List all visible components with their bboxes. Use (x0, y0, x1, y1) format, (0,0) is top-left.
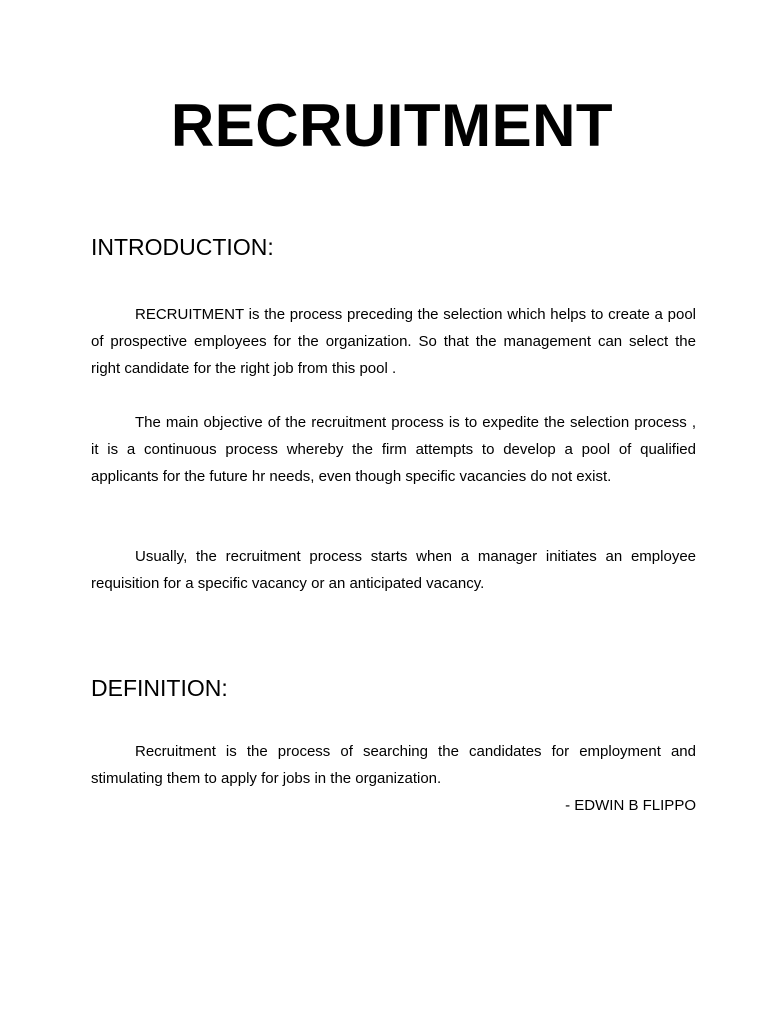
definition-attribution: - EDWIN B FLIPPO (565, 797, 696, 814)
introduction-paragraph-3-text: Usually, the recruitment process starts when a manager initiates an employee requisition for a specific vacancy or an anticipated vacancy. (91, 548, 696, 592)
document-title: RECRUITMENT (170, 92, 614, 159)
introduction-paragraph-2 (91, 409, 696, 490)
introduction-paragraph-1-text: RECRUITMENT is the process preceding the selection which helps to create a pool of prospective employees for the organization. So that the management can select the right candidate for the right job from this pool . (91, 306, 696, 377)
definition-paragraph-text: Recruitment is the process of searching the candidates for employment and stimulating them to apply for jobs in the organization. (91, 743, 696, 787)
introduction-paragraph-1 (91, 301, 696, 382)
definition-heading: DEFINITION: (91, 675, 228, 701)
introduction-heading: INTRODUCTION: (91, 234, 274, 260)
definition-paragraph (91, 738, 696, 792)
introduction-paragraph-2-text: The main objective of the recruitment process is to expedite the selection process , it is a continuous process whereby the firm attempts to develop a pool of qualified applicants for the future hr needs, even though specific vacancies do not exist. (91, 414, 696, 485)
introduction-paragraph-3 (91, 543, 696, 597)
